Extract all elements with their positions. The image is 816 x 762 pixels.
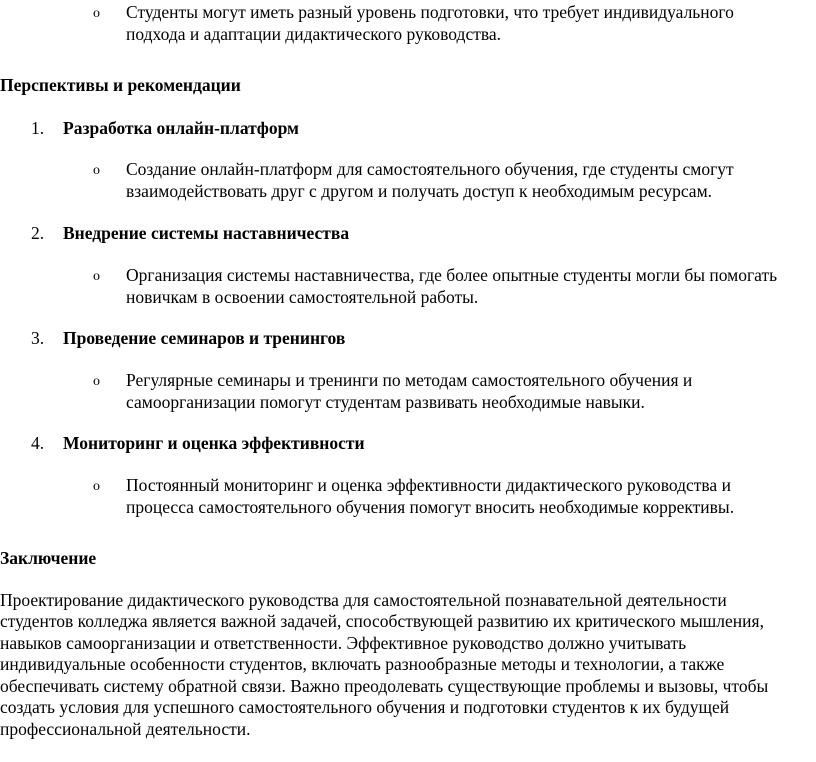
item-title: Разработка онлайн-платформ [63,118,299,138]
item-title: Внедрение системы наставничества [63,223,350,243]
bullet-marker: o [93,163,100,178]
bullet-text-line: процесса самостоятельного обучения помогут вносить необходимые коррективы. [126,497,735,517]
bullet-marker: o [93,6,100,21]
bullet-text-line: Постоянный мониторинг и оценка эффективности дидактического руководства и [126,475,731,495]
bullet-text-line: Организация системы наставничества, где более опытные студенты могли бы помогать [126,265,778,285]
paragraph-line: профессиональной деятельности. [0,719,251,739]
bullet-marker: o [93,479,100,494]
bullet-marker: o [93,269,100,284]
paragraph-line: индивидуальные особенности студентов, включать разнообразные методы и технологии, а также [0,654,725,674]
paragraph-line: студентов колледжа является важной задачей, способствующей развитию их критического мышления, [0,611,764,631]
section-heading-conclusion: Заключение [0,548,97,568]
paragraph-line: обеспечивать систему обратной связи. Важно преодолевать существующие проблемы и вызовы, чтобы [0,676,769,696]
bullet-text-line: подхода и адаптации дидактического руководства. [126,24,502,44]
section-heading-perspectives: Перспективы и рекомендации [0,75,241,95]
bullet-text-line: самоорганизации помогут студентам развивать необходимые навыки. [126,392,645,412]
item-number: 2. [31,223,45,243]
item-title: Проведение семинаров и тренингов [63,328,346,348]
bullet-text-line: взаимодействовать друг с другом и получать доступ к необходимым ресурсам. [126,181,713,201]
bullet-text-line: Студенты могут иметь разный уровень подготовки, что требует индивидуального [126,2,734,22]
paragraph-line: создать условия для успешного самостоятельного обучения и подготовки студентов к их будущей [0,697,730,717]
bullet-text-line: новичкам в освоении самостоятельной работы. [126,287,479,307]
item-number: 1. [31,118,45,138]
bullet-text-line: Создание онлайн-платформ для самостоятельного обучения, где студенты смогут [126,159,734,179]
bullet-text-line: Регулярные семинары и тренинги по методам самостоятельного обучения и [126,370,693,390]
item-number: 4. [31,433,45,453]
item-number: 3. [31,328,45,348]
item-title: Мониторинг и оценка эффективности [63,433,365,453]
paragraph-line: навыков самоорганизации и ответственности. Эффективное руководство должно учитывать [0,633,687,653]
paragraph-line: Проектирование дидактического руководства для самостоятельной познавательной деятельности [0,590,727,610]
bullet-marker: o [93,374,100,389]
